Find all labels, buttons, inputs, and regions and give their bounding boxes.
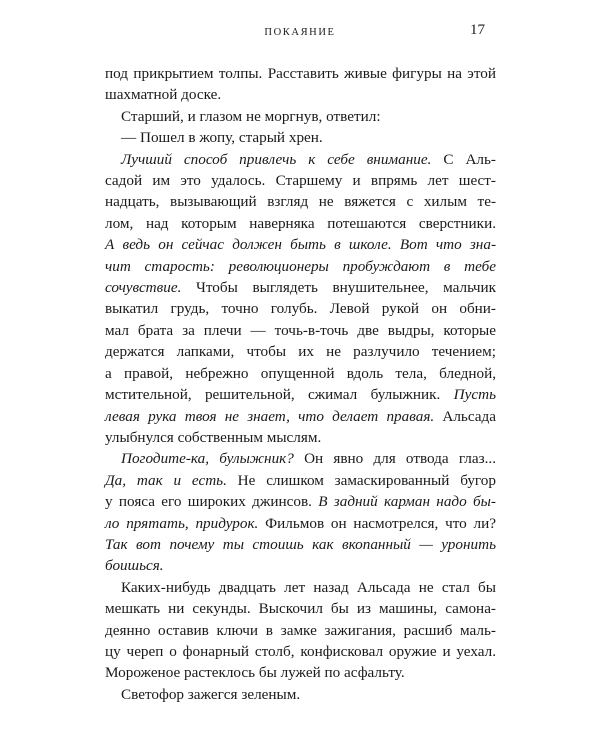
text-segment: — Пошел в жопу, старый хрен. xyxy=(121,129,323,147)
italic-segment: ло прятать, придурок. xyxy=(105,514,259,532)
italic-segment: Погодите-ка, булыжник? xyxy=(121,450,294,468)
text-segment: деянно оставив ключи в замке зажигания, расшиб маль- xyxy=(105,621,496,639)
text-segment: С Аль- xyxy=(431,150,496,168)
italic-segment: Так вот почему ты стоишь как вкопанный — уронить xyxy=(105,535,496,553)
text-line xyxy=(105,149,496,170)
text-line xyxy=(105,320,496,341)
italic-segment: сочувствие. xyxy=(105,279,182,297)
text-segment: у пояса его широких джинсов. xyxy=(105,493,319,511)
text-line xyxy=(105,63,496,84)
text-segment: мешкать ни секунды. Выскочил бы из машины, самона- xyxy=(105,600,496,618)
text-line xyxy=(105,491,496,512)
text-line xyxy=(105,298,496,319)
text-segment: Старший, и глазом не моргнув, ответил: xyxy=(121,107,381,125)
text-segment: садой им это удалось. Старшему и впрямь лет шест- xyxy=(105,172,496,190)
italic-segment: Да, так и есть. xyxy=(105,471,227,489)
text-line xyxy=(105,106,496,127)
text-segment: лом, над которым наверняка потешаются сверстники. xyxy=(105,214,496,232)
text-line xyxy=(105,448,496,469)
text-segment: Он явно для отвода глаз... xyxy=(293,450,497,468)
text-line xyxy=(105,84,496,105)
text-segment: выкатил грудь, точно голубь. Левой рукой он обни- xyxy=(105,300,496,318)
text-line xyxy=(105,641,496,662)
text-line xyxy=(105,598,496,619)
text-segment: мал брата за плечи — точь-в-точь две выдры, которые xyxy=(105,321,496,339)
text-line xyxy=(105,170,496,191)
text-line xyxy=(105,620,496,641)
italic-segment: Лучший способ привлечь к себе внимание. xyxy=(121,150,432,168)
text-line xyxy=(105,427,496,448)
italic-segment: чит старость: революционеры пробуждают в тебе xyxy=(105,257,496,275)
text-segment: Мороженое растеклось бы лужей по асфальту. xyxy=(105,664,405,682)
text-segment: а правой, небрежно опущенной вдоль тела, бледной, xyxy=(105,364,496,382)
italic-segment: А ведь он сейчас должен быть в школе. Вот что зна- xyxy=(105,236,496,254)
text-line xyxy=(105,127,496,148)
text-segment: Не слишком замаскированный бугор xyxy=(226,471,496,489)
text-segment: Чтобы выглядеть внушительнее, мальчик xyxy=(181,279,496,297)
italic-segment: Пусть xyxy=(453,386,496,404)
text-line xyxy=(105,384,496,405)
text-line xyxy=(105,662,496,683)
text-segment: шахматной доске. xyxy=(105,86,222,104)
running-title: ПОКАЯНИЕ xyxy=(264,27,336,38)
text-segment: Фильмов он насмотрелся, что ли? xyxy=(258,514,497,532)
italic-segment: боишься. xyxy=(105,557,164,575)
text-line xyxy=(105,534,496,555)
text-line xyxy=(105,577,496,598)
page-number: 17 xyxy=(470,22,485,38)
text-segment: Альсада xyxy=(434,407,496,425)
body-text xyxy=(105,63,496,705)
text-segment: мстительной, решительной, сжимал булыжник. xyxy=(105,386,454,404)
italic-segment: В задний карман надо бы- xyxy=(318,493,496,511)
italic-segment: левая рука твоя не знает, что делает правая. xyxy=(105,407,435,425)
text-segment: цу череп о фонарный столб, конфисковал оружие и уехал. xyxy=(105,642,496,660)
text-line xyxy=(105,363,496,384)
text-segment: улыбнулся собственным мыслям. xyxy=(105,428,322,446)
text-line xyxy=(105,341,496,362)
text-segment: Светофор зажегся зеленым. xyxy=(121,685,301,703)
text-line xyxy=(105,277,496,298)
text-line xyxy=(105,555,496,576)
text-line xyxy=(105,234,496,255)
text-line xyxy=(105,684,496,705)
text-line xyxy=(105,406,496,427)
text-line xyxy=(105,470,496,491)
text-segment: надцать, вызывающий взгляд не вяжется с хилым те- xyxy=(105,193,496,211)
text-segment: Каких-нибудь двадцать лет назад Альсада не стал бы xyxy=(121,578,496,596)
text-line xyxy=(105,191,496,212)
text-line xyxy=(105,256,496,277)
text-line xyxy=(105,213,496,234)
text-segment: под прикрытием толпы. Расставить живые фигуры на этой xyxy=(105,65,496,82)
text-line xyxy=(105,513,496,534)
text-segment: держатся лапками, чтобы их не разлучило течением; xyxy=(105,343,496,361)
